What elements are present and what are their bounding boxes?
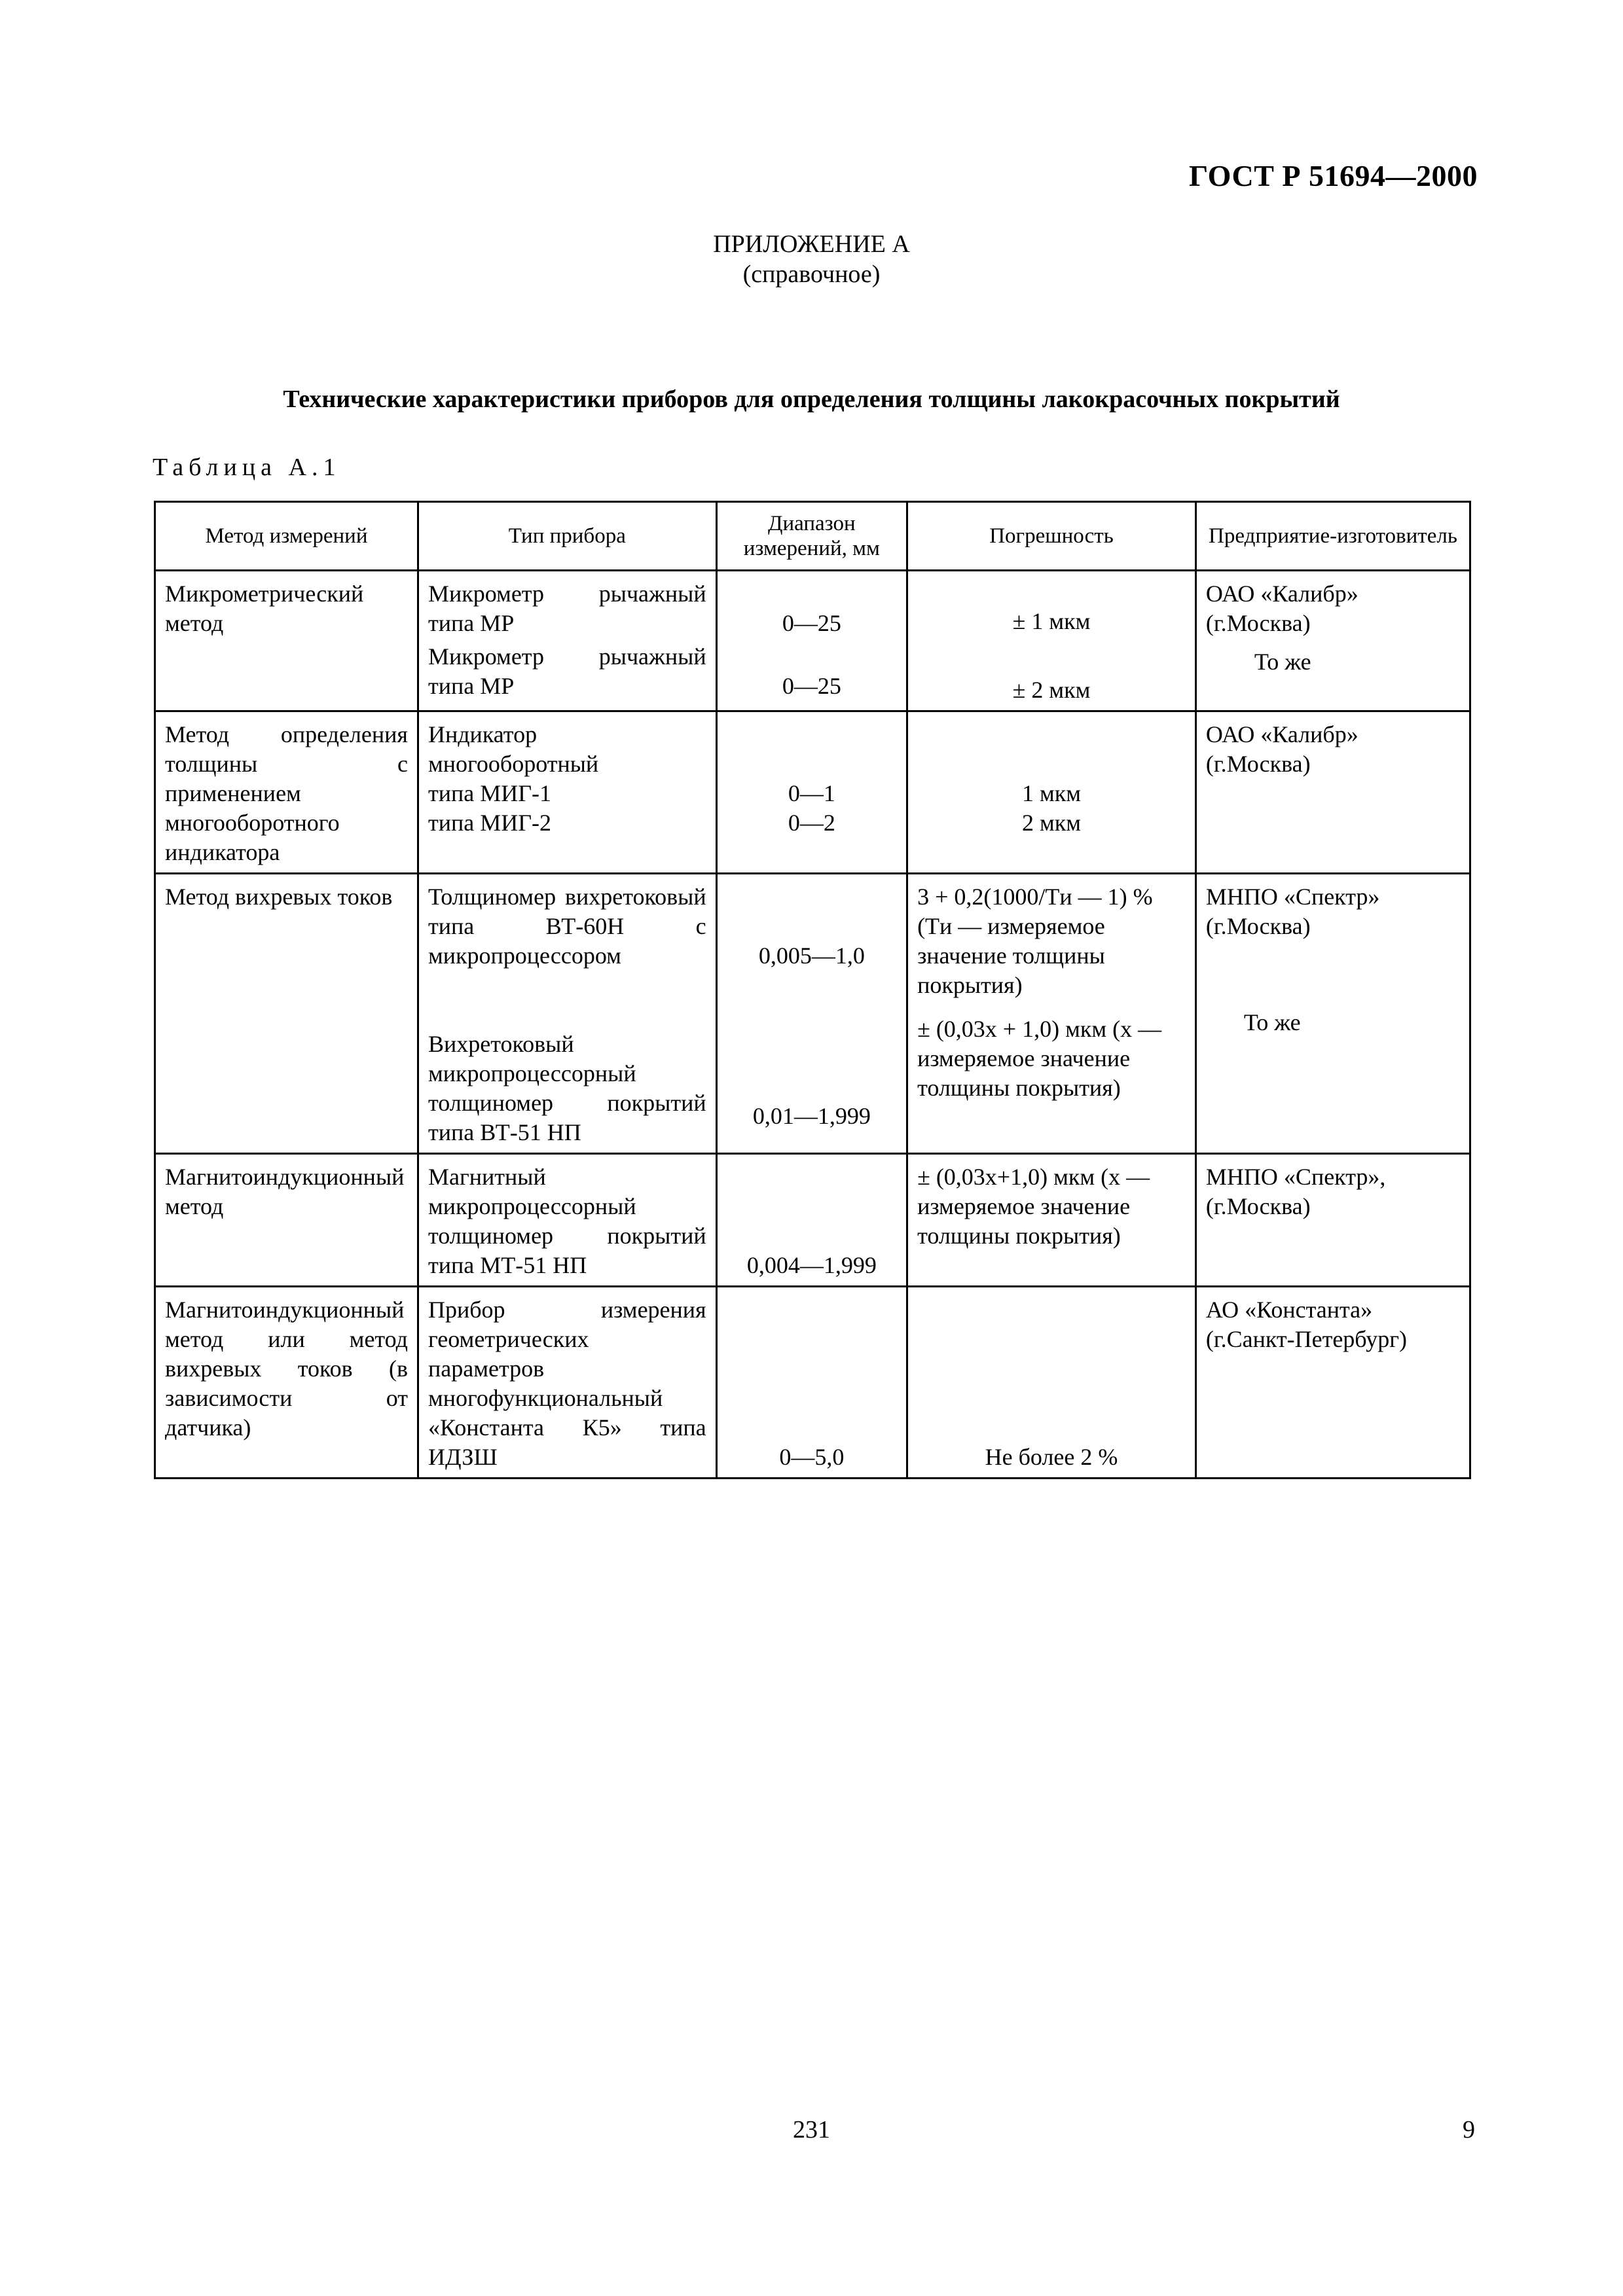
device-type: Микрометр рычажный типа МР (428, 581, 706, 636)
manufacturer-cell: МНПО «Спектр», (г.Москва) (1195, 1154, 1470, 1287)
method-cell: Магнитоиндукционный метод (155, 1154, 418, 1287)
method-cell: Микрометрический метод (155, 571, 418, 711)
error-cell: Не более 2 % (907, 1287, 1196, 1479)
manufacturer-cell: ОАО «Калибр» (г.Москва) (1195, 711, 1470, 874)
method-cell: Метод определения толщины с применением многооборотного индикатора (155, 711, 418, 874)
table-heading: Технические характеристики приборов для определения толщины лакокрасочных покрытий (283, 386, 1340, 413)
range-value: 0—25 (782, 673, 841, 699)
range-cell: 0—5,0 (716, 1287, 907, 1479)
range-value: 0—25 (782, 610, 841, 636)
header-manufacturer: Предприятие-изготовитель (1195, 502, 1470, 571)
manufacturer: ОАО «Калибр» (г.Москва) (1205, 581, 1359, 636)
error-value: 2 мкм (1021, 810, 1082, 836)
table-row (155, 571, 1470, 711)
device-type: Вихретоковый микропроцессорный толщиномер покрытий типа ВТ-51 НП (428, 1031, 706, 1145)
range-cell: 0,004—1,999 (716, 1154, 907, 1287)
appendix-title: ПРИЛОЖЕНИЕ А (713, 230, 910, 258)
table-row (155, 1154, 1470, 1287)
range-value: 0—1 (788, 780, 835, 806)
range-cell (716, 711, 907, 874)
appendix-subtitle: (справочное) (742, 260, 881, 288)
table-header-row (155, 502, 1470, 571)
error-value: 1 мкм (1021, 780, 1082, 806)
appendix-title-block (0, 229, 1623, 289)
sheet-number: 9 (1463, 2116, 1475, 2144)
header-error: Погрешность (907, 502, 1196, 571)
range-value: 0—2 (788, 810, 835, 836)
device-subtype: типа МИГ-1 (428, 780, 552, 806)
manufacturer: То же (1243, 1009, 1301, 1035)
error-value: ± 2 мкм (1012, 677, 1091, 703)
range-value: 0,005—1,0 (758, 942, 865, 969)
method-cell: Метод вихревых токов (155, 874, 418, 1154)
table-label: Таблица А.1 (153, 454, 341, 481)
device-type-cell (418, 711, 716, 874)
device-type: Микрометр рычажный типа МР (428, 643, 706, 699)
page-number: 231 (793, 2116, 830, 2144)
error-cell (907, 571, 1196, 711)
error-value: 3 + 0,2(1000/Tи — 1) % (Tи — измеряемое значение толщины покрытия) (917, 884, 1153, 998)
device-type-cell: Магнитный микропроцессорный толщиномер покрытий типа МТ-51 НП (418, 1154, 716, 1287)
table-row (155, 711, 1470, 874)
range-cell (716, 571, 907, 711)
error-cell: ± (0,03x+1,0) мкм (x — измеряемое значение толщины покрытия) (907, 1154, 1196, 1287)
range-value: 0,01—1,999 (752, 1103, 871, 1129)
manufacturer-cell (1195, 571, 1470, 711)
range-cell (716, 874, 907, 1154)
manufacturer: То же (1254, 649, 1311, 675)
error-value: ± (0,03x + 1,0) мкм (x — измеряемое значение толщины покрытия) (917, 1016, 1162, 1101)
header-method: Метод измерений (155, 502, 418, 571)
method-cell: Магнитоиндукционный метод или метод вихревых токов (в зависимости от датчика) (155, 1287, 418, 1479)
error-value: ± 1 мкм (1012, 608, 1091, 634)
device-type-cell (418, 571, 716, 711)
device-type: Индикатор многооборотный (428, 721, 599, 777)
manufacturer-cell (1195, 874, 1470, 1154)
device-type: Толщиномер вихретоковый типа ВТ-60Н с микропроцессором (428, 884, 706, 969)
header-range: Диапазон измерений, мм (716, 502, 907, 571)
header-device-type: Тип прибора (418, 502, 716, 571)
manufacturer: МНПО «Спектр» (г.Москва) (1205, 884, 1380, 939)
device-type-cell (418, 874, 716, 1154)
specifications-table (154, 501, 1471, 1479)
device-subtype: типа МИГ-2 (428, 810, 552, 836)
table-row (155, 874, 1470, 1154)
manufacturer-cell: АО «Константа» (г.Санкт-Петербург) (1195, 1287, 1470, 1479)
device-type-cell: Прибор измерения геометрических параметров многофункциональный «Константа К5» типа ИДЗШ (418, 1287, 716, 1479)
error-cell (907, 874, 1196, 1154)
document-code: ГОСТ Р 51694—2000 (1189, 159, 1478, 192)
error-cell (907, 711, 1196, 874)
table-row (155, 1287, 1470, 1479)
